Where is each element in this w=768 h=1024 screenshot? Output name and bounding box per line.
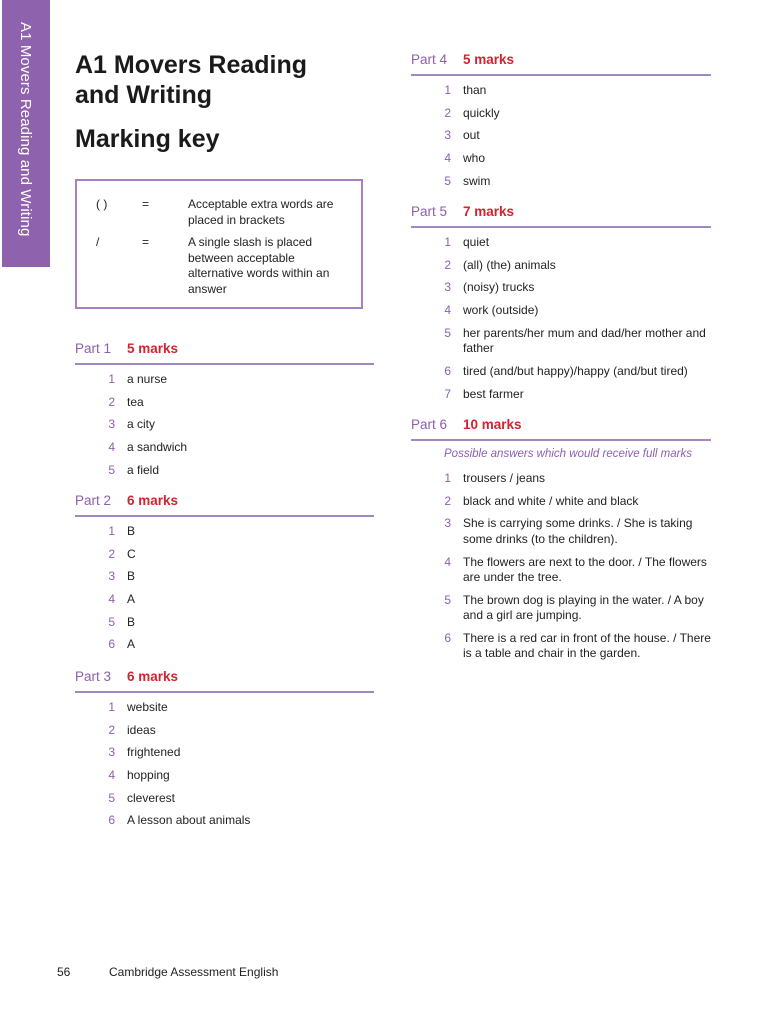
answer-number: 3 (444, 128, 451, 143)
answer-text: a sandwich (127, 440, 188, 455)
section-header (75, 669, 374, 693)
section-part-6 (411, 417, 711, 669)
answer-number: 4 (108, 768, 115, 783)
legend-description: Acceptable extra words are placed in brackets (188, 197, 334, 227)
answer-item (411, 364, 711, 387)
section-header (75, 493, 374, 517)
answer-text: A (127, 637, 136, 652)
legend-symbol: ( ) (96, 197, 108, 211)
answer-list (75, 700, 374, 836)
answer-item (411, 83, 711, 106)
page-subtitle: Marking key (75, 125, 220, 153)
legend-symbol: / (96, 235, 100, 249)
answer-item (75, 637, 374, 660)
legend-description: A single slash is placed between acceptable alternative words within an answer (188, 235, 330, 296)
answer-number: 4 (108, 592, 115, 607)
footer-organisation: Cambridge Assessment English (109, 965, 279, 979)
answer-item (75, 395, 374, 418)
legend-equals: = (142, 197, 150, 211)
answer-list (411, 471, 711, 669)
answer-item (411, 494, 711, 517)
page-number: 56 (57, 965, 71, 979)
answer-number: 6 (444, 630, 451, 645)
part-marks: 10 marks (463, 417, 522, 432)
answer-number: 3 (444, 516, 451, 531)
part-label: Part 6 (411, 417, 448, 432)
answer-number: 1 (108, 524, 115, 538)
answer-number: 3 (444, 280, 451, 295)
answer-text: tea (127, 394, 144, 409)
answer-item (75, 569, 374, 592)
part-label: Part 3 (75, 669, 112, 684)
answer-number: 3 (108, 569, 115, 584)
answer-text: B (127, 524, 136, 538)
answer-text: There is a red car in front of the house. / There is a table and chair in the garden. (463, 630, 711, 661)
answer-text: a city (127, 417, 156, 432)
answer-text: trousers / jeans (463, 471, 546, 485)
answer-text: tired (and/but happy)/happy (and/but tired) (463, 363, 688, 378)
section-header (75, 341, 374, 365)
answer-item (411, 471, 711, 494)
answer-number: 5 (108, 614, 115, 629)
section-header (411, 417, 711, 441)
answer-item (75, 524, 374, 547)
answer-number: 5 (108, 790, 115, 805)
answer-item (75, 723, 374, 746)
answer-item (75, 547, 374, 570)
answer-item (75, 791, 374, 814)
answer-text: swim (463, 173, 491, 188)
section-part-3 (75, 669, 374, 836)
section-part-2 (75, 493, 374, 660)
answer-text: quickly (463, 105, 500, 120)
answer-text: She is carrying some drinks. / She is taking some drinks (to the children). (463, 516, 693, 546)
answer-list (75, 524, 374, 660)
answer-text: quiet (463, 235, 490, 249)
answer-number: 5 (444, 173, 451, 188)
answer-item (75, 813, 374, 836)
answer-number: 6 (108, 813, 115, 828)
answer-text: work (outside) (463, 303, 539, 318)
answer-item (411, 631, 711, 669)
answer-text: The flowers are next to the door. / The flowers are under the tree. (463, 554, 707, 585)
answer-number: 2 (108, 546, 115, 561)
answer-text: than (463, 83, 487, 97)
answer-number: 3 (108, 417, 115, 432)
answer-item (75, 745, 374, 768)
answer-item (411, 555, 711, 593)
answer-item (75, 592, 374, 615)
answer-number: 3 (108, 745, 115, 760)
answer-text: a nurse (127, 372, 168, 386)
answer-item (75, 615, 374, 638)
part-marks: 6 marks (127, 493, 179, 508)
answer-item (75, 768, 374, 791)
answer-text: out (463, 128, 480, 143)
answer-item (411, 235, 711, 258)
answer-text: website (127, 700, 168, 714)
legend-equals: = (142, 235, 150, 249)
answer-number: 7 (444, 386, 451, 401)
answer-text: C (127, 546, 136, 561)
answer-list (411, 83, 711, 196)
answer-item (411, 326, 711, 364)
page-title: A1 Movers Reading and Writing (75, 51, 308, 109)
answer-item (411, 516, 711, 554)
answer-text: who (463, 151, 486, 166)
answer-list (75, 372, 374, 485)
answer-number: 6 (444, 363, 451, 378)
answer-text: best farmer (463, 386, 524, 401)
answer-item (411, 258, 711, 281)
part-label: Part 4 (411, 52, 448, 67)
answer-number: 5 (108, 462, 115, 477)
section-part-5 (411, 204, 711, 409)
answer-text: her parents/her mum and dad/her mother and father (463, 325, 706, 356)
answer-number: 2 (108, 394, 115, 409)
answer-item (75, 700, 374, 723)
part-marks: 5 marks (127, 341, 179, 356)
answer-item (411, 387, 711, 410)
answer-number: 2 (444, 493, 451, 508)
answer-number: 4 (108, 440, 115, 455)
part-marks: 5 marks (463, 52, 515, 67)
part-label: Part 2 (75, 493, 112, 508)
section-header (411, 204, 711, 228)
answer-number: 1 (108, 372, 115, 386)
answer-number: 5 (444, 592, 451, 607)
section-part-4 (411, 52, 711, 196)
part-label: Part 5 (411, 204, 448, 219)
answer-text: B (127, 614, 136, 629)
side-tab (2, 0, 50, 267)
answer-number: 4 (444, 303, 451, 318)
answer-item (411, 303, 711, 326)
answer-text: A lesson about animals (127, 813, 251, 828)
answer-text: frightened (127, 745, 181, 760)
answer-number: 4 (444, 151, 451, 166)
answer-text: ideas (127, 722, 156, 737)
answer-item (411, 174, 711, 197)
answer-number: 6 (108, 637, 115, 652)
answer-item (75, 463, 374, 486)
answer-text: The brown dog is playing in the water. / A boy and a girl are jumping. (463, 592, 704, 623)
part-marks: 6 marks (127, 669, 179, 684)
answer-item (411, 106, 711, 129)
part-note: Possible answers which would receive full marks (444, 448, 692, 460)
answer-number: 2 (444, 257, 451, 272)
answer-number: 4 (444, 554, 451, 569)
answer-item (411, 151, 711, 174)
answer-number: 1 (444, 471, 451, 485)
answer-item (411, 593, 711, 631)
answer-text: a field (127, 462, 160, 477)
side-tab-label: A1 Movers Reading and Writing (17, 22, 34, 237)
answer-item (411, 128, 711, 151)
section-header (411, 52, 711, 76)
answer-text: A (127, 592, 136, 607)
answer-item (75, 440, 374, 463)
answer-text: (noisy) trucks (463, 280, 535, 295)
answer-text: (all) (the) animals (463, 257, 556, 272)
answer-number: 2 (108, 722, 115, 737)
answer-text: black and white / white and black (463, 493, 639, 508)
answer-text: hopping (127, 768, 170, 783)
answer-item (411, 280, 711, 303)
answer-number: 1 (444, 83, 451, 97)
note-row (411, 441, 711, 471)
answer-item (75, 372, 374, 395)
answer-text: cleverest (127, 790, 176, 805)
answer-item (75, 417, 374, 440)
section-part-1 (75, 341, 374, 485)
answer-number: 1 (444, 235, 451, 249)
answer-text: B (127, 569, 136, 584)
legend-box (75, 179, 363, 309)
answer-number: 2 (444, 105, 451, 120)
answer-number: 5 (444, 325, 451, 340)
part-marks: 7 marks (463, 204, 515, 219)
part-label: Part 1 (75, 341, 112, 356)
answer-number: 1 (108, 700, 115, 714)
answer-list (411, 235, 711, 409)
